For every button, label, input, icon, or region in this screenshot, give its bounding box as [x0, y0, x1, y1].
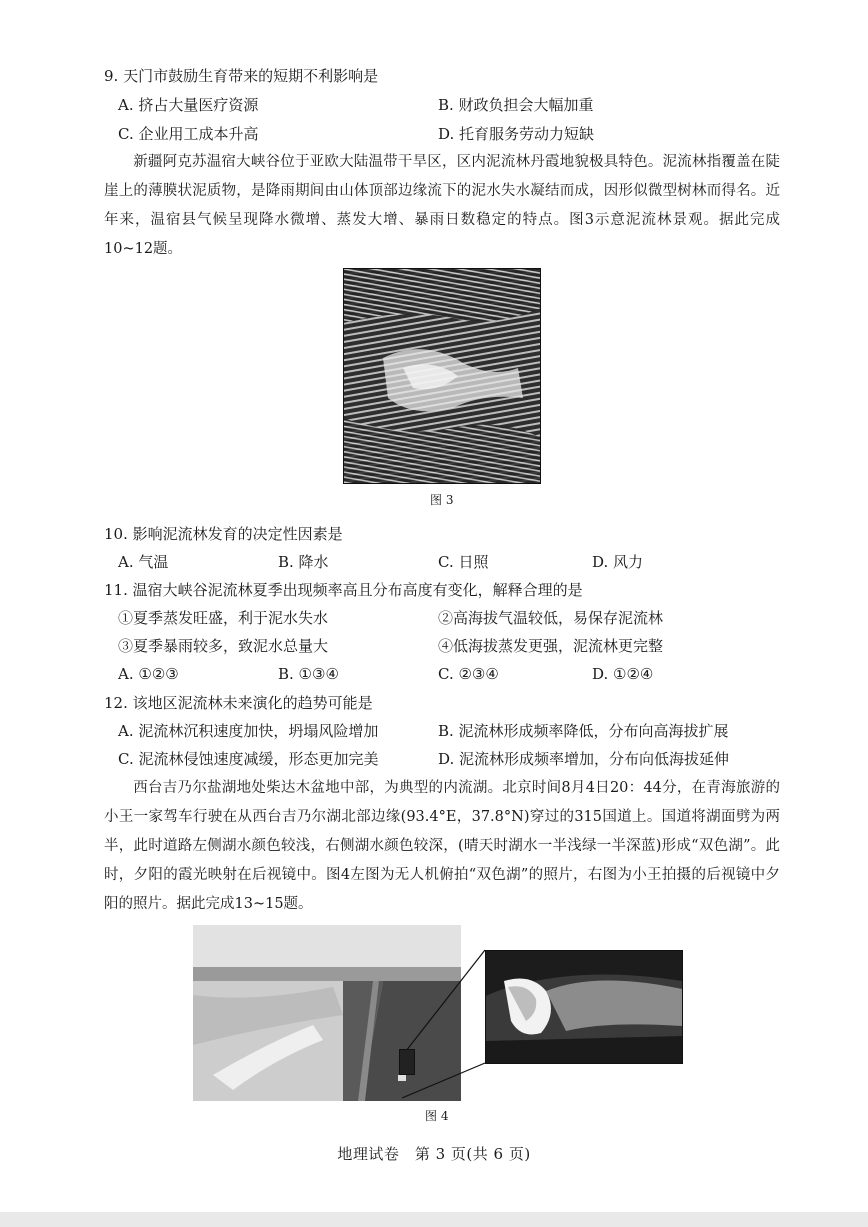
- question-12-stem: 12. 该地区泥流林未来演化的趋势可能是: [104, 694, 373, 712]
- q11-option-b: B. ①③④: [278, 665, 339, 683]
- q12-option-c: C. 泥流林侵蚀速度减缓，形态更加完美: [118, 750, 379, 768]
- q11-statement-2: ②高海拔气温较低，易保存泥流林: [438, 609, 664, 627]
- rearview-mirror-sunset-image: [486, 951, 682, 1063]
- q9-option-b: B. 财政负担会大幅加重: [438, 96, 594, 114]
- question-10-stem: 10. 影响泥流林发育的决定性因素是: [104, 525, 343, 543]
- q11-statement-1: ①夏季蒸发旺盛，利于泥水失水: [118, 609, 329, 627]
- mudflow-forest-image: [343, 268, 541, 484]
- q12-option-a: A. 泥流林沉积速度加快，坍塌风险增加: [118, 722, 379, 740]
- q10-option-d: D. 风力: [592, 553, 644, 571]
- q11-statement-3: ③夏季暴雨较多，致泥水总量大: [118, 637, 329, 655]
- question-9-stem: 9. 天门市鼓励生育带来的短期不利影响是: [104, 67, 379, 85]
- page-footer: 地理试卷 第 3 页(共 6 页): [337, 1145, 531, 1163]
- figure-4-caption: 图 4: [425, 1109, 449, 1123]
- figure-3-photo: [343, 268, 541, 484]
- passage-mudflow-forest: 新疆阿克苏温宿大峡谷位于亚欧大陆温带干旱区，区内泥流林丹霞地貌极具特色。泥流林指覆盖在陡崖上的薄膜状泥质物，是降雨期间由山体顶部边缘流下的泥水失水凝结而成，因形似微型树林而得名。近年来，温宿县气候呈现降水微增、蒸发大增、暴雨日数稳定的特点。图3示意泥流林景观。据此完成10~12题。: [104, 154, 780, 257]
- q11-statement-4: ④低海拔蒸发更强，泥流林更完整: [438, 637, 664, 655]
- q11-option-d: D. ①②④: [592, 665, 654, 683]
- zoom-source-box: [399, 1049, 415, 1075]
- q11-option-c: C. ②③④: [438, 665, 499, 683]
- passage-two-color-lake: 西台吉乃尔盐湖地处柴达木盆地中部，为典型的内流湖。北京时间8月4日20：44分，在青海旅游的小王一家驾车行驶在从西台吉乃尔湖北部边缘(93.4°E，37.8°N)穿过的315国道上。国道将湖面劈为两半，此时道路左侧湖水颜色较浅，右侧湖水颜色较深，(晴天时湖水一半浅绿一半深蓝)形成“双色湖”。此时，夕阳的霞光映射在后视镜中。图4左图为无人机俯拍“双色湖”的照片，右图为小王拍摄的后视镜中夕阳的照片。据此完成13~15题。: [104, 780, 780, 912]
- q12-option-d: D. 泥流林形成频率增加，分布向低海拔延伸: [438, 750, 730, 768]
- zoom-connector-lines: [400, 948, 490, 1128]
- q9-option-d: D. 托育服务劳动力短缺: [438, 125, 595, 143]
- q10-option-b: B. 降水: [278, 553, 329, 571]
- figure-3-caption: 图 3: [430, 493, 454, 507]
- q10-option-c: C. 日照: [438, 553, 489, 571]
- q10-option-a: A. 气温: [118, 553, 169, 571]
- q9-option-c: C. 企业用工成本升高: [118, 125, 259, 143]
- figure-4-right-photo: [485, 950, 683, 1064]
- q9-option-a: A. 挤占大量医疗资源: [118, 96, 259, 114]
- q12-option-b: B. 泥流林形成频率降低，分布向高海拔扩展: [438, 722, 729, 740]
- scan-bottom-edge: [0, 1212, 868, 1227]
- question-11-stem: 11. 温宿大峡谷泥流林夏季出现频率高且分布高度有变化，解释合理的是: [104, 581, 583, 599]
- q11-option-a: A. ①②③: [118, 665, 179, 683]
